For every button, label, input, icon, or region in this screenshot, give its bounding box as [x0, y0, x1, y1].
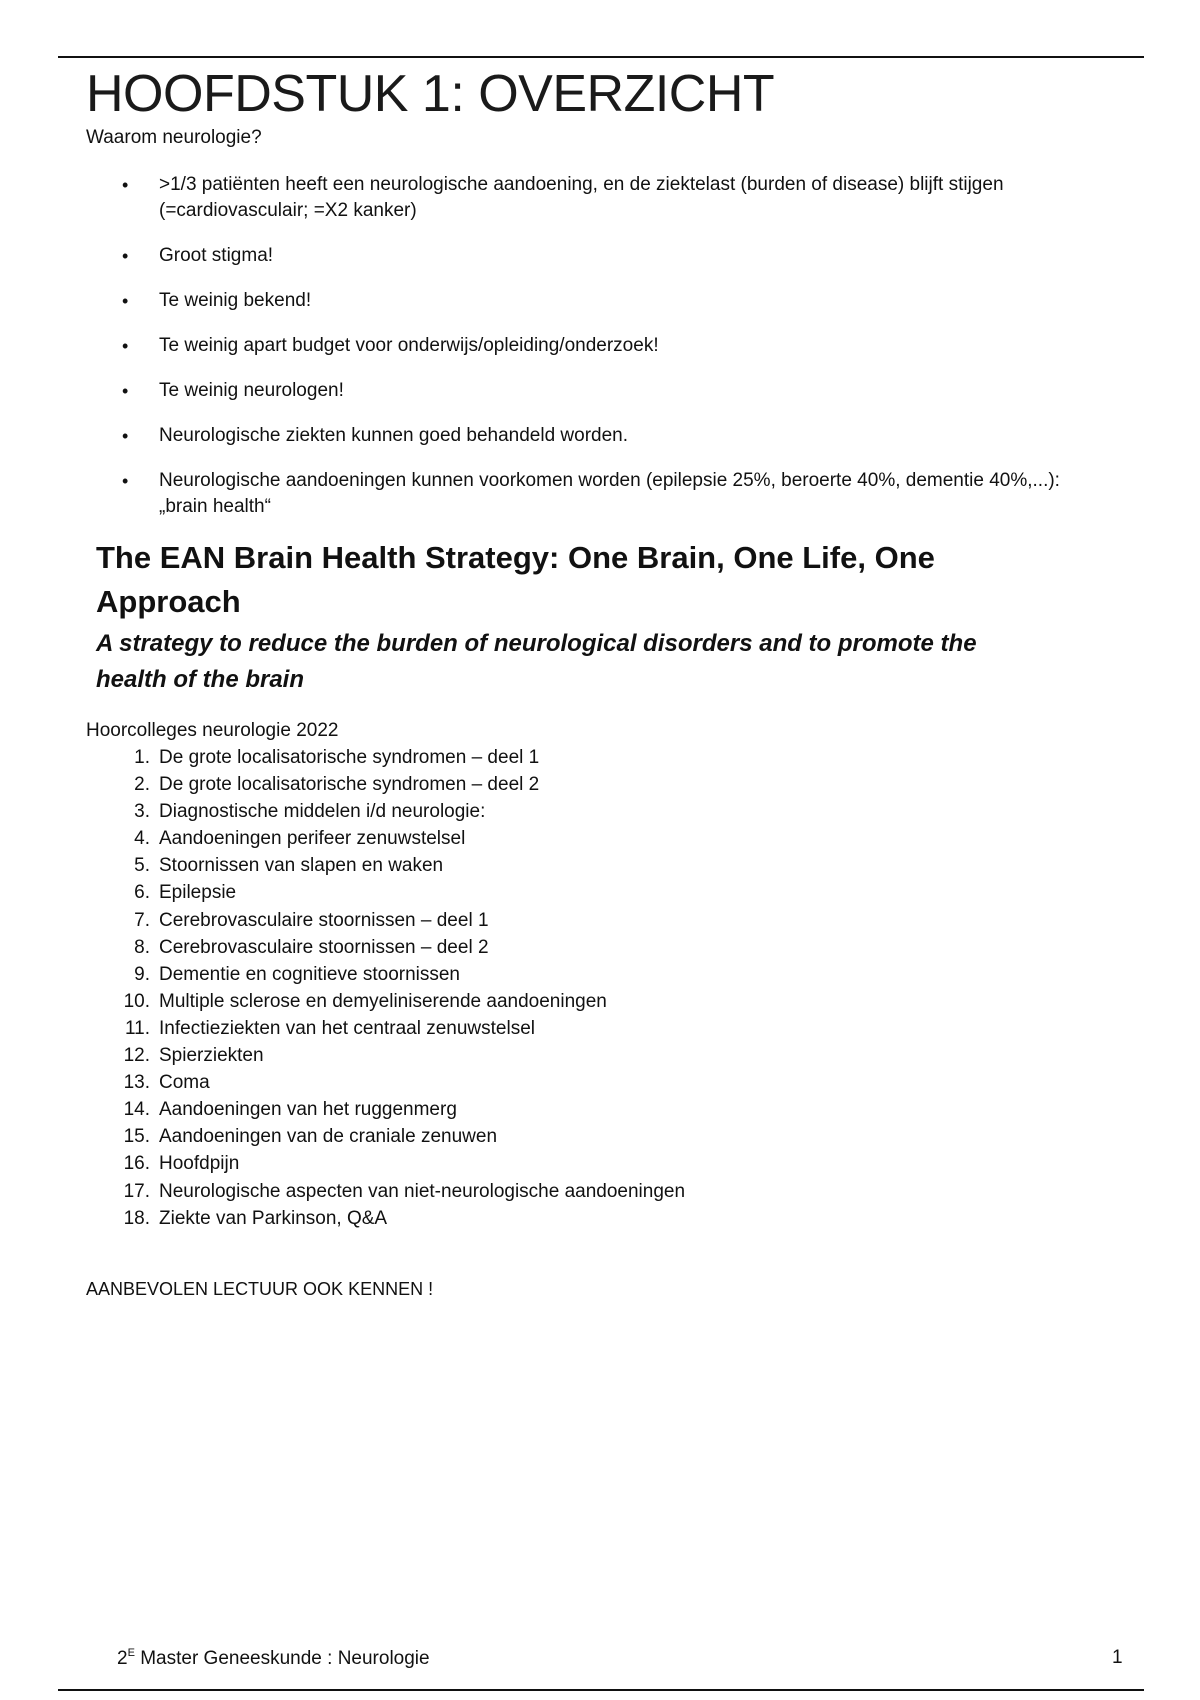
- list-item: [86, 852, 685, 879]
- page-title: HOOFDSTUK 1: OVERZICHT: [86, 65, 775, 123]
- bullet-icon: •: [122, 381, 129, 401]
- list-number: 15.: [123, 1126, 150, 1148]
- list-item-text: Dementie en cognitieve stoornissen: [159, 963, 461, 985]
- list-item: [86, 744, 685, 771]
- bullet-icon: •: [122, 426, 129, 446]
- list-item-text: Cerebrovasculaire stoornissen – deel 1: [159, 909, 489, 931]
- lectures-list: [86, 744, 685, 1232]
- footer-rule: [58, 1689, 1144, 1691]
- list-number: 4.: [134, 828, 150, 850]
- bullet-icon: •: [122, 291, 129, 311]
- list-item: [86, 798, 685, 825]
- list-item: [86, 468, 1146, 520]
- ean-strategy-block: [96, 536, 1016, 698]
- list-item-text: Neurologische ziekten kunnen goed behandeld worden.: [159, 425, 629, 446]
- list-item: [86, 771, 685, 798]
- list-number: 12.: [123, 1045, 150, 1067]
- list-number: 6.: [134, 882, 150, 904]
- ean-title-line-1: The EAN Brain Health Strategy: One Brain, One Life, One: [96, 540, 935, 575]
- ean-subtitle-line-2: health of the brain: [96, 666, 305, 693]
- intro-question: Waarom neurologie?: [86, 127, 262, 148]
- list-item: [86, 1069, 685, 1096]
- list-item: [86, 1096, 685, 1123]
- list-number: 16.: [123, 1153, 150, 1175]
- list-item-text: Aandoeningen van de craniale zenuwen: [159, 1126, 498, 1148]
- list-item: [86, 961, 685, 988]
- list-item: [86, 934, 685, 961]
- list-item: [86, 988, 685, 1015]
- list-number: 18.: [123, 1207, 150, 1229]
- list-number: 5.: [134, 855, 150, 877]
- list-item-text: >1/3 patiënten heeft een neurologische aandoening, en de ziektelast (burden of disease) blijft stijgen: [159, 174, 1004, 195]
- bullet-icon: •: [122, 246, 129, 266]
- list-number: 2.: [134, 774, 150, 796]
- list-item: [86, 1123, 685, 1150]
- list-item-text: Diagnostische middelen i/d neurologie:: [159, 801, 486, 823]
- recommended-reading-note: AANBEVOLEN LECTUUR OOK KENNEN !: [86, 1279, 434, 1299]
- list-number: 1.: [134, 747, 150, 768]
- ean-subtitle: [96, 626, 1016, 698]
- list-number: 17.: [123, 1180, 150, 1202]
- list-item-text: Te weinig bekend!: [159, 290, 312, 311]
- list-item: [86, 288, 1146, 314]
- list-number: 10.: [123, 990, 150, 1012]
- list-item: [86, 1178, 685, 1205]
- footer-course: [117, 1647, 430, 1670]
- list-item: [86, 243, 1146, 269]
- list-item-text: Te weinig neurologen!: [159, 380, 344, 401]
- list-item-text: Aandoeningen perifeer zenuwstelsel: [159, 828, 466, 850]
- list-item-text: Spierziekten: [159, 1045, 264, 1067]
- list-item-text: Epilepsie: [159, 882, 237, 904]
- list-item: [86, 172, 1146, 224]
- list-item-text: Ziekte van Parkinson, Q&A: [159, 1207, 388, 1229]
- list-item-text: Multiple sclerose en demyeliniserende aandoeningen: [159, 990, 607, 1012]
- list-item: [86, 378, 1146, 404]
- list-item: [86, 879, 685, 906]
- footer-course-label: Master Geneeskunde : Neurologie: [134, 1648, 430, 1669]
- list-item: [86, 1150, 685, 1177]
- list-item-text: De grote localisatorische syndromen – deel 1: [159, 747, 540, 768]
- list-item: [86, 1205, 685, 1232]
- list-item: [86, 907, 685, 934]
- list-number: 8.: [134, 936, 150, 958]
- ean-title: [96, 536, 1016, 624]
- list-number: 3.: [134, 801, 150, 823]
- list-item: [86, 333, 1146, 359]
- list-item-text: Neurologische aandoeningen kunnen voorkomen worden (epilepsie 25%, beroerte 40%, dementie 40%,...):: [159, 470, 1060, 491]
- list-item-text: Te weinig apart budget voor onderwijs/opleiding/onderzoek!: [159, 335, 659, 356]
- footer-year: 2: [117, 1648, 128, 1669]
- list-item-text-cont: „brain health“: [159, 496, 271, 517]
- list-item: [86, 1042, 685, 1069]
- list-item-text: Cerebrovasculaire stoornissen – deel 2: [159, 936, 489, 958]
- list-item-text: Stoornissen van slapen en waken: [159, 855, 444, 877]
- list-item-text-cont: (=cardiovasculair; =X2 kanker): [159, 200, 417, 221]
- list-number: 11.: [124, 1017, 150, 1039]
- list-item-text: Infectieziekten van het centraal zenuwstelsel: [159, 1017, 535, 1039]
- list-item: [86, 1015, 685, 1042]
- bullet-icon: •: [122, 471, 129, 491]
- footer-year-superscript: E: [127, 1647, 135, 1659]
- list-item-text: Hoofdpijn: [159, 1153, 240, 1175]
- list-item-text: Coma: [159, 1072, 210, 1094]
- list-item-text: Neurologische aspecten van niet-neurologische aandoeningen: [159, 1180, 686, 1202]
- list-item-text: Aandoeningen van het ruggenmerg: [159, 1099, 457, 1121]
- list-number: 14.: [123, 1099, 150, 1121]
- list-item: [86, 423, 1146, 449]
- page-number: 1: [1112, 1647, 1123, 1668]
- ean-title-line-2: Approach: [96, 584, 241, 619]
- list-number: 7.: [134, 909, 150, 931]
- lectures-heading: Hoorcolleges neurologie 2022: [86, 720, 339, 741]
- list-number: 13.: [123, 1072, 150, 1094]
- list-number: 9.: [134, 963, 150, 985]
- bullet-icon: •: [122, 175, 129, 195]
- list-item-text: De grote localisatorische syndromen – deel 2: [159, 774, 540, 796]
- list-item-text: Groot stigma!: [159, 245, 274, 266]
- ean-subtitle-line-1: A strategy to reduce the burden of neurological disorders and to promote the: [96, 630, 977, 657]
- header-rule: [58, 56, 1144, 58]
- list-item: [86, 825, 685, 852]
- reasons-list: [86, 172, 1146, 539]
- bullet-icon: •: [122, 336, 129, 356]
